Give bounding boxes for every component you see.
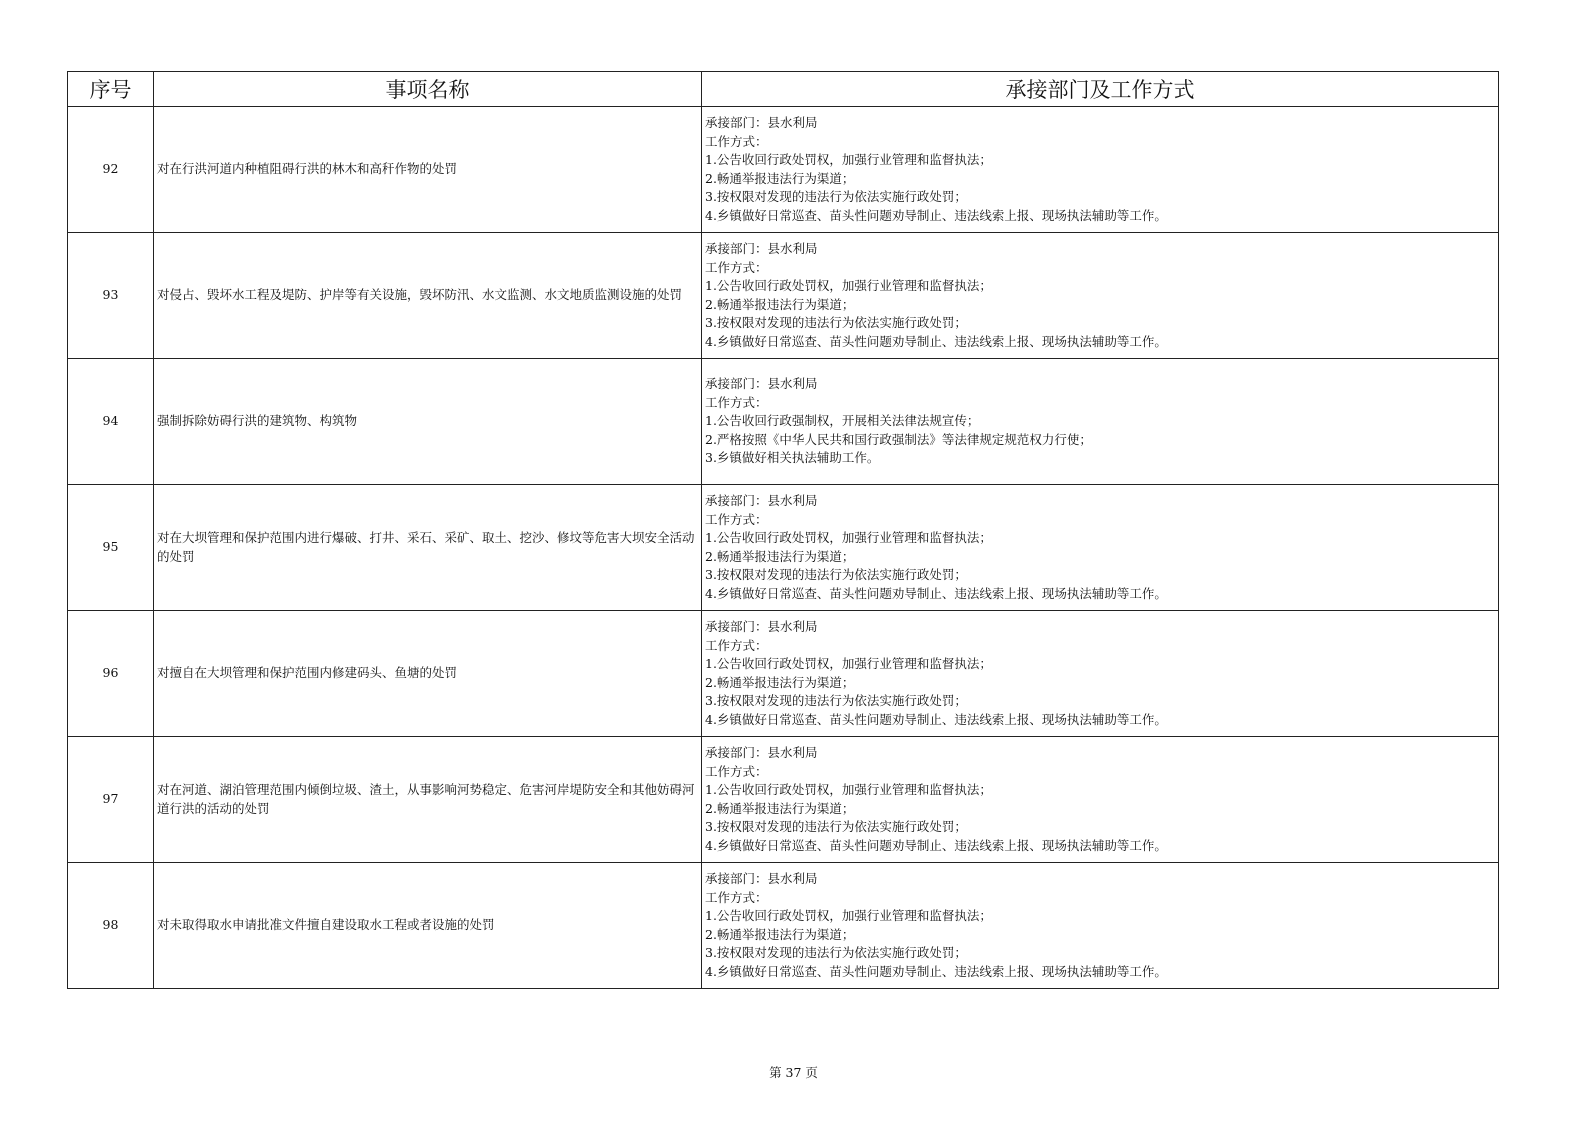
method-line: 4.乡镇做好日常巡查、苗头性问题劝导制止、违法线索上报、现场执法辅助等工作。 — [705, 711, 1167, 727]
row-item-name: 对未取得取水申请批准文件擅自建设取水工程或者设施的处罚 — [154, 863, 702, 989]
method-line: 2.畅通举报违法行为渠道； — [705, 548, 855, 564]
row-item-name: 强制拆除妨碍行洪的建筑物、构筑物 — [154, 359, 702, 485]
method-line: 3.乡镇做好相关执法辅助工作。 — [705, 450, 880, 466]
table-row — [68, 737, 1499, 863]
row-serial-number: 97 — [68, 737, 154, 863]
row-item-name: 对侵占、毁坏水工程及堤防、护岸等有关设施，毁坏防汛、水文监测、水文地质监测设施的处罚 — [154, 233, 702, 359]
method-line: 工作方式： — [705, 394, 768, 410]
row-item-name: 对在行洪河道内种植阻碍行洪的林木和高秆作物的处罚 — [154, 107, 702, 233]
row-serial-number: 95 — [68, 485, 154, 611]
method-line: 工作方式： — [705, 259, 768, 275]
header-serial-number: 序号 — [68, 72, 154, 107]
row-department-method — [702, 863, 1499, 989]
method-line: 承接部门：县水利局 — [705, 871, 818, 886]
method-line: 4.乡镇做好日常巡查、苗头性问题劝导制止、违法线索上报、现场执法辅助等工作。 — [705, 837, 1167, 853]
method-line: 3.按权限对发现的违法行为依法实施行政处罚； — [705, 567, 967, 582]
page-number: 第 37 页 — [769, 1065, 818, 1080]
method-line: 3.按权限对发现的违法行为依法实施行政处罚； — [705, 945, 967, 960]
method-line: 承接部门：县水利局 — [705, 619, 818, 634]
method-line: 1.公告收回行政处罚权，加强行业管理和监督执法； — [705, 152, 992, 167]
table-row — [68, 485, 1499, 611]
method-line: 4.乡镇做好日常巡查、苗头性问题劝导制止、违法线索上报、现场执法辅助等工作。 — [705, 585, 1167, 601]
row-department-method — [702, 485, 1499, 611]
method-line: 1.公告收回行政处罚权，加强行业管理和监督执法； — [705, 278, 992, 293]
row-serial-number: 93 — [68, 233, 154, 359]
row-item-name: 对在河道、湖泊管理范围内倾倒垃圾、渣土，从事影响河势稳定、危害河岸堤防安全和其他妨碍河道行洪的活动的处罚 — [154, 737, 702, 863]
method-line: 3.按权限对发现的违法行为依法实施行政处罚； — [705, 189, 967, 204]
method-line: 1.公告收回行政处罚权，加强行业管理和监督执法； — [705, 530, 992, 545]
method-line: 2.畅通举报违法行为渠道； — [705, 926, 855, 942]
method-line: 4.乡镇做好日常巡查、苗头性问题劝导制止、违法线索上报、现场执法辅助等工作。 — [705, 333, 1167, 349]
method-line: 2.畅通举报违法行为渠道； — [705, 170, 855, 186]
method-line: 2.畅通举报违法行为渠道； — [705, 674, 855, 690]
table-row — [68, 107, 1499, 233]
table-row — [68, 359, 1499, 485]
method-line: 1.公告收回行政处罚权，加强行业管理和监督执法； — [705, 782, 992, 797]
row-department-method — [702, 737, 1499, 863]
method-line: 3.按权限对发现的违法行为依法实施行政处罚； — [705, 693, 967, 708]
method-line: 4.乡镇做好日常巡查、苗头性问题劝导制止、违法线索上报、现场执法辅助等工作。 — [705, 963, 1167, 979]
method-line: 1.公告收回行政处罚权，加强行业管理和监督执法； — [705, 908, 992, 923]
method-line: 工作方式： — [705, 511, 768, 527]
row-department-method — [702, 611, 1499, 737]
method-line: 工作方式： — [705, 889, 768, 905]
row-department-method — [702, 359, 1499, 485]
method-line: 1.公告收回行政处罚权，加强行业管理和监督执法； — [705, 656, 992, 671]
table-row — [68, 233, 1499, 359]
row-serial-number: 92 — [68, 107, 154, 233]
header-item-name: 事项名称 — [154, 72, 702, 107]
method-line: 2.畅通举报违法行为渠道； — [705, 800, 855, 816]
method-line: 承接部门：县水利局 — [705, 115, 818, 130]
method-line: 1.公告收回行政强制权，开展相关法律法规宣传； — [705, 413, 980, 429]
method-line: 工作方式： — [705, 637, 768, 653]
method-line: 3.按权限对发现的违法行为依法实施行政处罚； — [705, 315, 967, 330]
row-serial-number: 98 — [68, 863, 154, 989]
row-serial-number: 96 — [68, 611, 154, 737]
items-table — [67, 71, 1499, 989]
row-item-name: 对在大坝管理和保护范围内进行爆破、打井、采石、采矿、取土、挖沙、修坟等危害大坝安全活动的处罚 — [154, 485, 702, 611]
method-line: 承接部门：县水利局 — [705, 376, 818, 392]
row-serial-number: 94 — [68, 359, 154, 485]
table-row — [68, 611, 1499, 737]
header-row — [68, 72, 1499, 107]
method-line: 承接部门：县水利局 — [705, 241, 818, 256]
method-line: 承接部门：县水利局 — [705, 493, 818, 508]
row-item-name: 对擅自在大坝管理和保护范围内修建码头、鱼塘的处罚 — [154, 611, 702, 737]
method-line: 工作方式： — [705, 133, 768, 149]
method-line: 3.按权限对发现的违法行为依法实施行政处罚； — [705, 819, 967, 834]
method-line: 工作方式： — [705, 763, 768, 779]
row-department-method — [702, 233, 1499, 359]
table-row — [68, 863, 1499, 989]
row-department-method — [702, 107, 1499, 233]
method-line: 承接部门：县水利局 — [705, 745, 818, 760]
method-line: 2.严格按照《中华人民共和国行政强制法》等法律规定规范权力行使； — [705, 431, 1092, 447]
header-department-and-method: 承接部门及工作方式 — [702, 72, 1499, 107]
method-line: 4.乡镇做好日常巡查、苗头性问题劝导制止、违法线索上报、现场执法辅助等工作。 — [705, 207, 1167, 223]
method-line: 2.畅通举报违法行为渠道； — [705, 296, 855, 312]
